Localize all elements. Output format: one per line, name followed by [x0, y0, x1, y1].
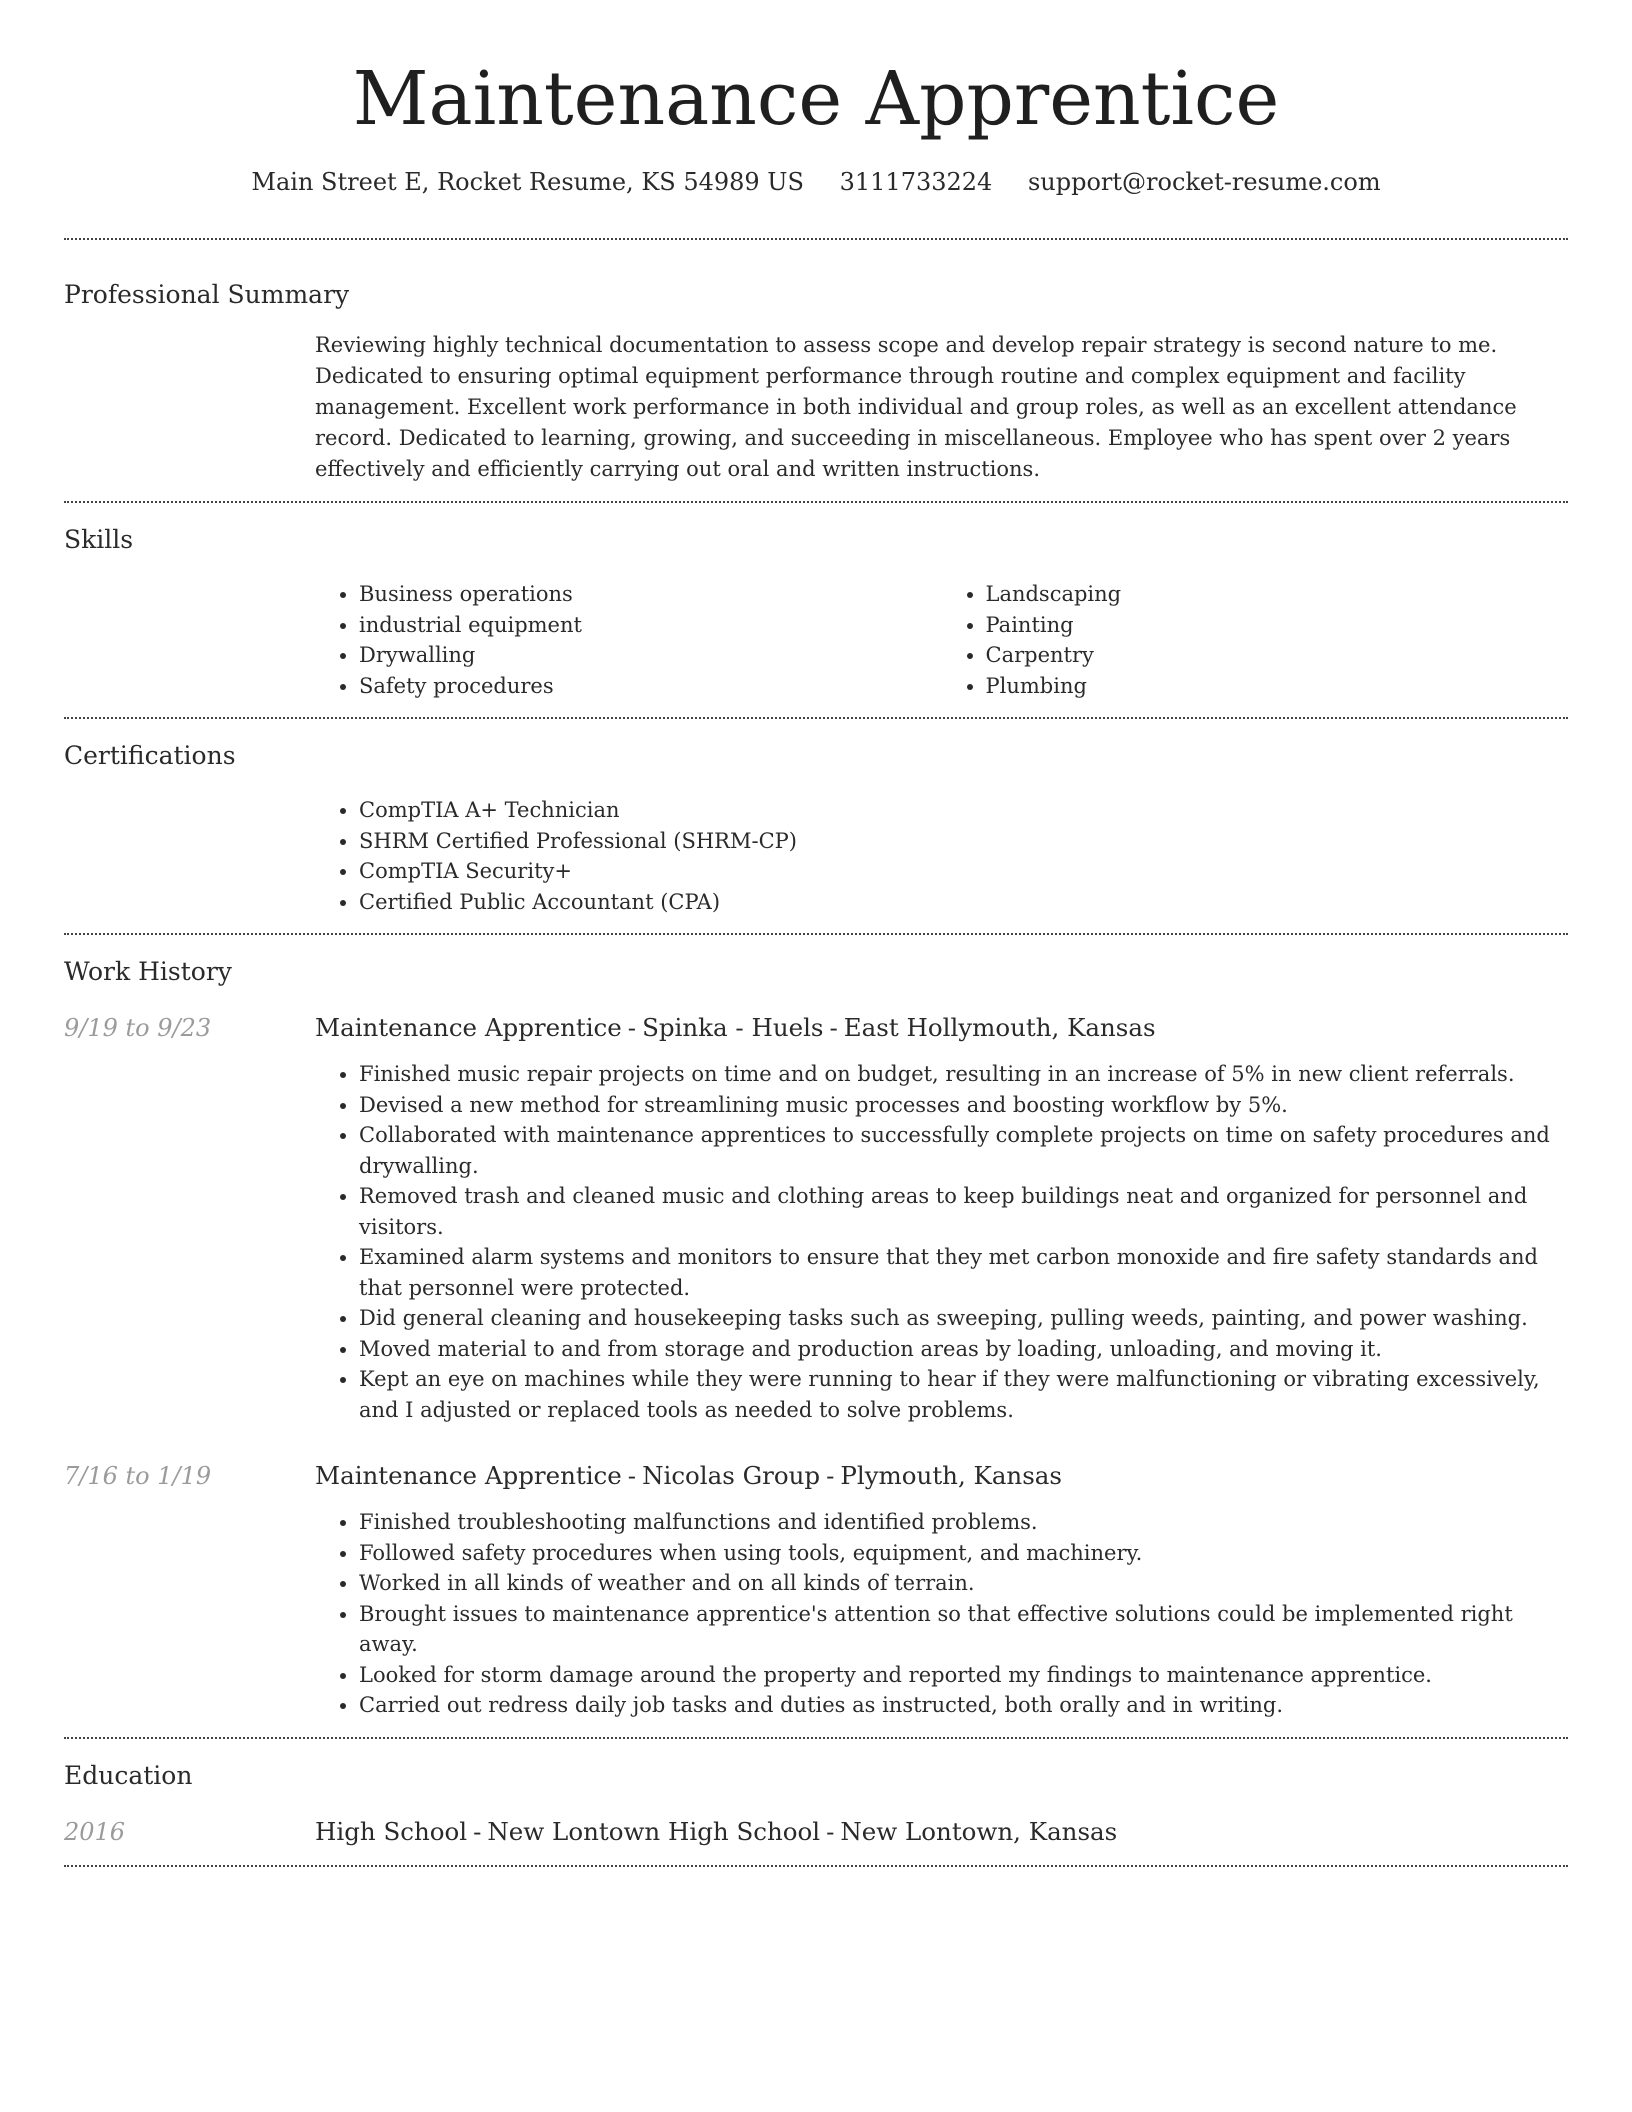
education-location: New Lontown, Kansas	[840, 1816, 1118, 1846]
job-bullet: • Kept an eye on machines while they were running to hear if they were malfunctioning or vibrating excessively, and I adjusted or replaced tools as needed to solve problems.	[359, 1364, 1568, 1425]
certifications-list	[315, 795, 1568, 917]
section-title: Work History	[64, 957, 232, 986]
summary-text: Reviewing highly technical documentation to assess scope and develop repair strategy is second nature to me. Dedicated to ensuring optimal equipment performance through routine and complex equipment and facility management. Excellent work performance in both individual and group roles, as well as an excellent attendance record. Dedicated to learning, growing, and succeeding in miscellaneous. Employee who has spent over 2 years effectively and efficiently carrying out oral and written instructions.	[315, 333, 1517, 481]
resume-page	[64, 0, 1568, 1867]
job-bullet: • Carried out redress daily job tasks and duties as instructed, both orally and in writing.	[359, 1690, 1568, 1721]
section-title: Certifications	[64, 741, 236, 770]
job-date: 9/19 to 9/23	[64, 1014, 212, 1042]
job-bullet: • Collaborated with maintenance apprentices to successfully complete projects on time on safety procedures and drywalling.	[359, 1120, 1568, 1181]
education-entry	[64, 1815, 1568, 1849]
education-section	[64, 1739, 1568, 1865]
skill-item: • Safety procedures	[359, 671, 942, 702]
job-bullet: • Brought issues to maintenance apprentice's attention so that effective solutions could be implemented right away.	[359, 1599, 1568, 1660]
job-bullets	[315, 1507, 1568, 1721]
job-role: Maintenance Apprentice	[315, 1461, 622, 1490]
certification-item: • SHRM Certified Professional (SHRM-CP)	[359, 826, 1568, 857]
certifications-section	[64, 719, 1568, 933]
skill-item: • Plumbing	[986, 671, 1569, 702]
certification-item: • CompTIA A+ Technician	[359, 795, 1568, 826]
job-company: Spinka - Huels	[642, 1013, 824, 1042]
skill-item: • Drywalling	[359, 640, 942, 671]
work-history-section	[64, 935, 1568, 1737]
resume-name: Maintenance Apprentice	[352, 56, 1280, 142]
job-bullet: • Examined alarm systems and monitors to ensure that they met carbon monoxide and fire safety standards and that personnel were protected.	[359, 1242, 1568, 1303]
section-title: Professional Summary	[64, 280, 350, 309]
job-bullet: • Worked in all kinds of weather and on all kinds of terrain.	[359, 1568, 1568, 1599]
section-title: Skills	[64, 525, 134, 554]
job-bullet: • Did general cleaning and housekeeping tasks such as sweeping, pulling weeds, painting, and power washing.	[359, 1303, 1568, 1334]
job-bullet: • Looked for storm damage around the property and reported my findings to maintenance apprentice.	[359, 1660, 1568, 1691]
divider	[64, 1865, 1568, 1867]
skill-item: • Business operations	[359, 579, 942, 610]
skill-item: • Carpentry	[986, 640, 1569, 671]
job-company: Nicolas Group	[642, 1461, 821, 1490]
job-bullets	[315, 1059, 1568, 1425]
skill-item: • Painting	[986, 610, 1569, 641]
contact-address: Main Street E, Rocket Resume, KS 54989 US	[251, 168, 804, 196]
job-location: East Hollymouth, Kansas	[843, 1013, 1156, 1042]
job-bullet: • Removed trash and cleaned music and clothing areas to keep buildings neat and organized for personnel and visitors.	[359, 1181, 1568, 1242]
certification-item: • CompTIA Security+	[359, 856, 1568, 887]
job-bullet: • Finished troubleshooting malfunctions and identified problems.	[359, 1507, 1568, 1538]
skills-list-right	[942, 579, 1569, 701]
job-date: 7/16 to 1/19	[64, 1462, 212, 1490]
skills-list-left	[315, 579, 942, 701]
skill-item: • Landscaping	[986, 579, 1569, 610]
job-title: Maintenance Apprentice - Nicolas Group - Plymouth, Kansas	[315, 1461, 1062, 1490]
education-date: 2016	[64, 1817, 126, 1846]
education-degree: High School	[315, 1816, 468, 1846]
contact-line	[64, 166, 1568, 198]
job-bullet: • Moved material to and from storage and production areas by loading, unloading, and moving it.	[359, 1334, 1568, 1365]
job-location: Plymouth, Kansas	[840, 1461, 1062, 1490]
skill-item: • industrial equipment	[359, 610, 942, 641]
summary-section	[64, 240, 1568, 501]
job-role: Maintenance Apprentice	[315, 1013, 622, 1042]
job-title: Maintenance Apprentice - Spinka - Huels - East Hollymouth, Kansas	[315, 1013, 1156, 1042]
job-entry	[64, 1459, 1568, 1721]
contact-phone: 3111733224	[839, 168, 993, 196]
contact-email: support@rocket-resume.com	[1027, 168, 1381, 196]
education-school: New Lontown High School	[487, 1816, 821, 1846]
certification-item: • Certified Public Accountant (CPA)	[359, 887, 1568, 918]
section-title: Education	[64, 1760, 193, 1790]
job-bullet: • Devised a new method for streamlining music processes and boosting workflow by 5%.	[359, 1090, 1568, 1121]
job-bullet: • Followed safety procedures when using tools, equipment, and machinery.	[359, 1538, 1568, 1569]
education-title: High School - New Lontown High School - New Lontown, Kansas	[315, 1816, 1118, 1846]
job-entry	[64, 1011, 1568, 1425]
skills-section	[64, 503, 1568, 717]
job-bullet: • Finished music repair projects on time and on budget, resulting in an increase of 5% in new client referrals.	[359, 1059, 1568, 1090]
